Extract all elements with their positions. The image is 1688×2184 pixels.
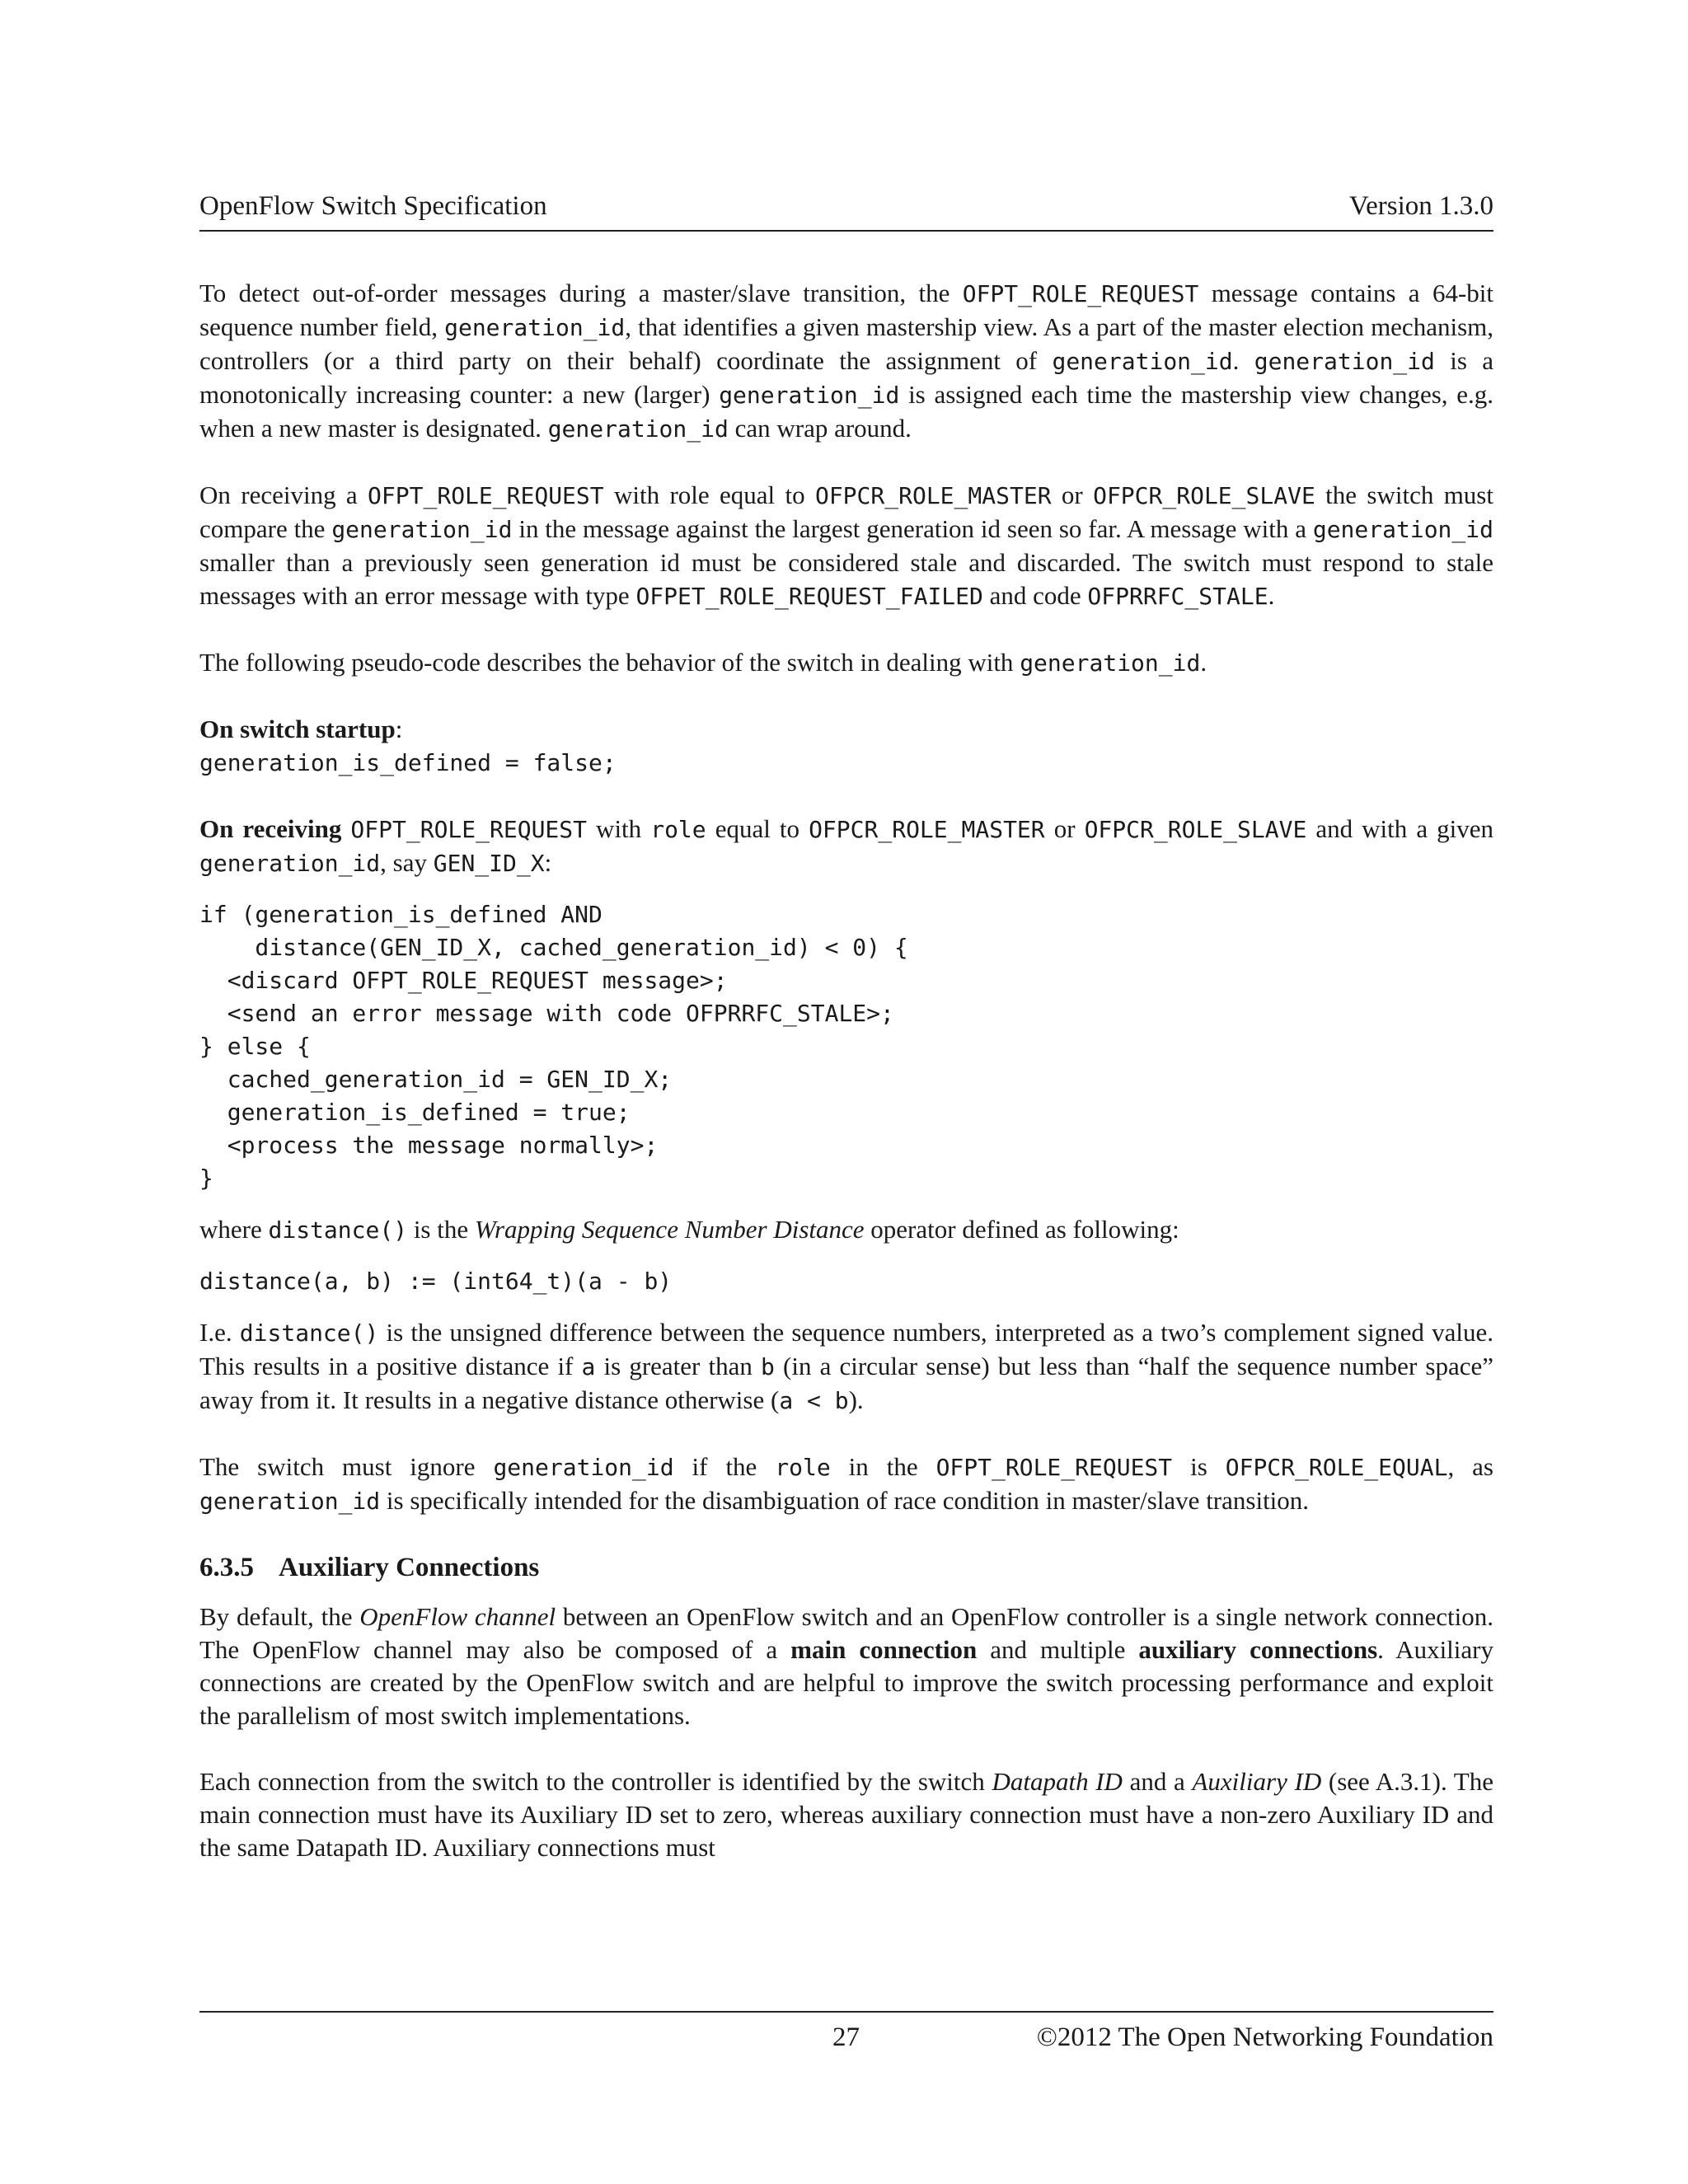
- text: The switch must ignore: [199, 1452, 494, 1481]
- text: in the: [830, 1452, 936, 1481]
- page-body: [199, 277, 1493, 1864]
- code-term: OFPCR_ROLE_SLAVE: [1093, 482, 1315, 509]
- text: equal to: [706, 814, 809, 843]
- text: or: [1044, 814, 1085, 843]
- code-term: OFPET_ROLE_REQUEST_FAILED: [635, 583, 983, 610]
- paragraph-on-receiving: [199, 813, 1493, 880]
- text: I.e.: [199, 1318, 240, 1347]
- text: To detect out-of-order messages during a master/slave transition, the: [199, 279, 963, 307]
- text: in the message against the largest generation id seen so far. A message with a: [512, 514, 1313, 543]
- code-term: generation_id: [331, 516, 513, 543]
- paragraph-auxiliary-id: [199, 1765, 1493, 1864]
- code-term: generation_id: [444, 314, 626, 341]
- text: is specifically intended for the disambiguation of race condition in master/slave transition.: [380, 1486, 1310, 1515]
- text: Each connection from the switch to the controller is identified by the switch: [199, 1767, 992, 1796]
- text: On receiving a: [199, 480, 368, 509]
- code-term: generation_id: [493, 1454, 674, 1481]
- header-title: OpenFlow Switch Specification: [199, 191, 547, 221]
- paragraph-switch-startup: [199, 713, 1493, 780]
- text: :: [395, 715, 403, 743]
- text: if the: [673, 1452, 776, 1481]
- code-term: OFPCR_ROLE_EQUAL: [1225, 1454, 1448, 1481]
- text: .: [1268, 581, 1275, 610]
- code-term: role: [775, 1454, 831, 1481]
- code-term: OFPT_ROLE_REQUEST: [962, 280, 1199, 307]
- header-version: Version 1.3.0: [1348, 191, 1493, 221]
- code-term: OFPT_ROLE_REQUEST: [350, 816, 587, 843]
- text: is a monotonically increasing counter: a new (larger): [199, 346, 1494, 409]
- italic-term: Datapath ID: [992, 1767, 1123, 1796]
- code-term: distance(): [268, 1216, 408, 1244]
- text: . Auxiliary connections are created by the OpenFlow switch and are helpful to improve the switch processing performance and exploit the parallelism of most switch implementations.: [199, 1635, 1493, 1730]
- text: and with a given: [1306, 814, 1494, 843]
- paragraph-distance-def: [199, 1213, 1493, 1247]
- paragraph-ignore-generation-id: [199, 1451, 1493, 1518]
- paragraph-stale-messages: [199, 479, 1493, 613]
- code-term: OFPT_ROLE_REQUEST: [368, 482, 604, 509]
- text: smaller than a previously seen generation id must be considered stale and discarded. The switch must respond to stale messages with an error message with type: [199, 548, 1493, 610]
- bold-term: auxiliary connections: [1138, 1635, 1378, 1664]
- code-term: generation_id: [1254, 348, 1435, 375]
- section-heading: [199, 1551, 1493, 1584]
- code-term: b: [761, 1353, 775, 1380]
- code-term: distance(): [239, 1319, 379, 1347]
- page-number: 27: [832, 2022, 860, 2052]
- text: ).: [848, 1385, 864, 1414]
- code-term: OFPRRFC_STALE: [1087, 583, 1268, 610]
- text: with: [587, 814, 651, 843]
- text: is assigned each time the mastership view changes, e.g. when a new master is designated.: [199, 380, 1493, 443]
- code-term: generation_id: [1312, 516, 1493, 543]
- text: is greater than: [595, 1352, 762, 1380]
- bold-label: On receiving: [199, 814, 342, 843]
- text: , say: [380, 848, 434, 877]
- code-term: OFPT_ROLE_REQUEST: [935, 1454, 1173, 1481]
- code-term: OFPCR_ROLE_MASTER: [809, 816, 1045, 843]
- distance-code: distance(a, b) := (int64_t)(a - b): [199, 1268, 673, 1295]
- code-term: generation_id: [1052, 348, 1233, 375]
- text: is: [1172, 1452, 1226, 1481]
- text: The following pseudo-code describes the behavior of the switch in dealing with: [199, 648, 1020, 677]
- page-header: [199, 191, 1493, 232]
- code-term: GEN_ID_X: [433, 850, 545, 877]
- bold-label: On switch startup: [199, 715, 396, 743]
- code-term: generation_id: [199, 1488, 381, 1515]
- text: with role equal to: [603, 480, 815, 509]
- text: , that identifies a given mastership view. As a part of the master election mechanism, controllers (or a third party on their behalf) coordinate the assignment of: [199, 312, 1493, 375]
- text: and code: [982, 581, 1088, 610]
- bold-term: main connection: [790, 1635, 978, 1664]
- code-term: generation_id: [199, 850, 381, 877]
- copyright: ©2012 The Open Networking Foundation: [1036, 2022, 1493, 2052]
- text: .: [1200, 648, 1207, 677]
- text: [341, 814, 350, 843]
- text: can wrap around.: [728, 414, 912, 443]
- text: the switch must compare the: [199, 480, 1493, 543]
- text: (see A.3.1). The main connection must have its Auxiliary ID set to zero, whereas auxiliary connection must have a non-zero Auxiliary ID and the same Datapath ID. Auxiliary connections must: [199, 1767, 1493, 1862]
- text: or: [1051, 480, 1094, 509]
- text: , as: [1447, 1452, 1493, 1481]
- page-footer: [199, 2011, 1493, 2070]
- section-number: 6.3.5: [199, 1553, 254, 1582]
- text: .: [1232, 346, 1254, 375]
- text: operator defined as following:: [864, 1215, 1179, 1244]
- code-term: a < b: [779, 1387, 849, 1414]
- document-page: [199, 191, 1493, 2054]
- code-term: role: [650, 816, 706, 843]
- text: (in a circular sense) but less than “half the sequence number space” away from it. It results in a negative distance otherwise (: [199, 1352, 1493, 1414]
- text: between an OpenFlow switch and an OpenFlow controller is a single network connection. The OpenFlow channel may also be composed of a: [199, 1602, 1494, 1664]
- italic-term: Wrapping Sequence Number Distance: [474, 1215, 865, 1244]
- paragraph-generation-id: [199, 277, 1493, 446]
- code-term: OFPCR_ROLE_SLAVE: [1084, 816, 1307, 843]
- text: and multiple: [977, 1635, 1139, 1664]
- section-title: Auxiliary Connections: [279, 1553, 540, 1582]
- pseudocode-block: if (generation_is_defined AND distance(GEN_ID_X, cached_generation_id) < 0) { <discard OFPT_ROLE_REQUEST message>; <send an error message with code OFPRRFC_STALE>; } else { cached_generation_id = GEN_ID_X; generation_is_defined = true; <process the message normally>; }: [199, 901, 908, 1192]
- italic-term: OpenFlow channel: [359, 1602, 556, 1631]
- code-term: OFPCR_ROLE_MASTER: [814, 482, 1052, 509]
- code-term: generation_id: [1020, 649, 1201, 677]
- code-term: generation_id: [547, 415, 729, 443]
- paragraph-pseudocode-intro: [199, 646, 1493, 680]
- text: By default, the: [199, 1602, 360, 1631]
- code-term: a: [581, 1353, 596, 1380]
- paragraph-auxiliary-intro: [199, 1601, 1493, 1732]
- code-term: generation_id: [719, 382, 900, 409]
- text: and a: [1122, 1767, 1193, 1796]
- text: message contains a 64-bit sequence number field,: [199, 279, 1493, 341]
- text: is the unsigned difference between the sequence numbers, interpreted as a two’s complement signed value. This results in a positive distance if: [199, 1318, 1494, 1380]
- text: is the: [407, 1215, 475, 1244]
- paragraph-distance-explain: [199, 1316, 1493, 1418]
- text: where: [199, 1215, 269, 1244]
- italic-term: Auxiliary ID: [1192, 1767, 1322, 1796]
- text: :: [544, 848, 552, 877]
- code-line: generation_is_defined = false;: [199, 749, 617, 776]
